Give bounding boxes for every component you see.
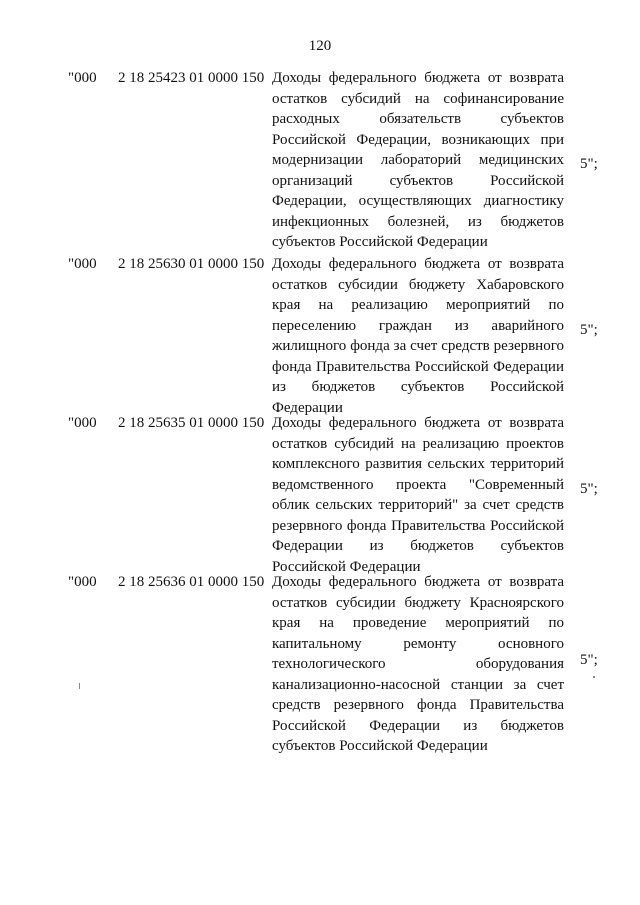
row-terminator: 5";: [580, 156, 598, 172]
kbk-code: 2 18 25636 01 0000 150: [118, 574, 265, 590]
row-terminator: 5";: [580, 322, 598, 338]
income-description: Доходы федерального бюджета от возврата остатков субсидии бюджету Красноярского края на проведение мероприятий по капитальному ремонту основного технологического оборудования канализационно-насосной станции за счет средств резервного фонда Правительства Российской Федерации из бюджетов субъектов Российской Федерации: [272, 574, 564, 754]
admin-code: "000: [68, 256, 97, 272]
kbk-code: 2 18 25630 01 0000 150: [118, 256, 265, 272]
admin-code: "000: [68, 70, 97, 86]
table-row: [0, 254, 640, 416]
page-number: 120: [308, 38, 332, 54]
budget-code-table: [0, 68, 640, 752]
table-row: [0, 572, 640, 752]
scan-speck: [593, 676, 595, 678]
admin-code: "000: [68, 415, 97, 431]
kbk-code: 2 18 25635 01 0000 150: [118, 415, 265, 431]
kbk-code: 2 18 25423 01 0000 150: [118, 70, 265, 86]
scan-speck: [79, 683, 80, 689]
admin-code: "000: [68, 574, 97, 590]
row-terminator: 5";: [580, 481, 598, 497]
row-terminator: 5";: [580, 652, 598, 668]
table-row: [0, 68, 640, 254]
income-description: Доходы федерального бюджета от возврата остатков субсидии бюджету Хабаровского края на реализацию мероприятий по переселению граждан из аварийного жилищного фонда за счет средств резервного фонда Правительства Российской Федерации из бюджетов субъектов Российской Федерации: [272, 256, 564, 416]
table-row: [0, 413, 640, 575]
income-description: Доходы федерального бюджета от возврата остатков субсидий на софинансирование расходных обязательств субъектов Российской Федерации, возникающих при модернизации лабораторий медицинских организаций субъектов Российской Федерации, осуществляющих диагностику инфекционных болезней, из бюджетов субъектов Российской Федерации: [272, 70, 564, 250]
income-description: Доходы федерального бюджета от возврата остатков субсидий на реализацию проектов комплексного развития сельских территорий ведомственного проекта "Современный облик сельских территорий" за счет средств резервного фонда Правительства Российской Федерации из бюджетов субъектов Российской Федерации: [272, 415, 564, 575]
